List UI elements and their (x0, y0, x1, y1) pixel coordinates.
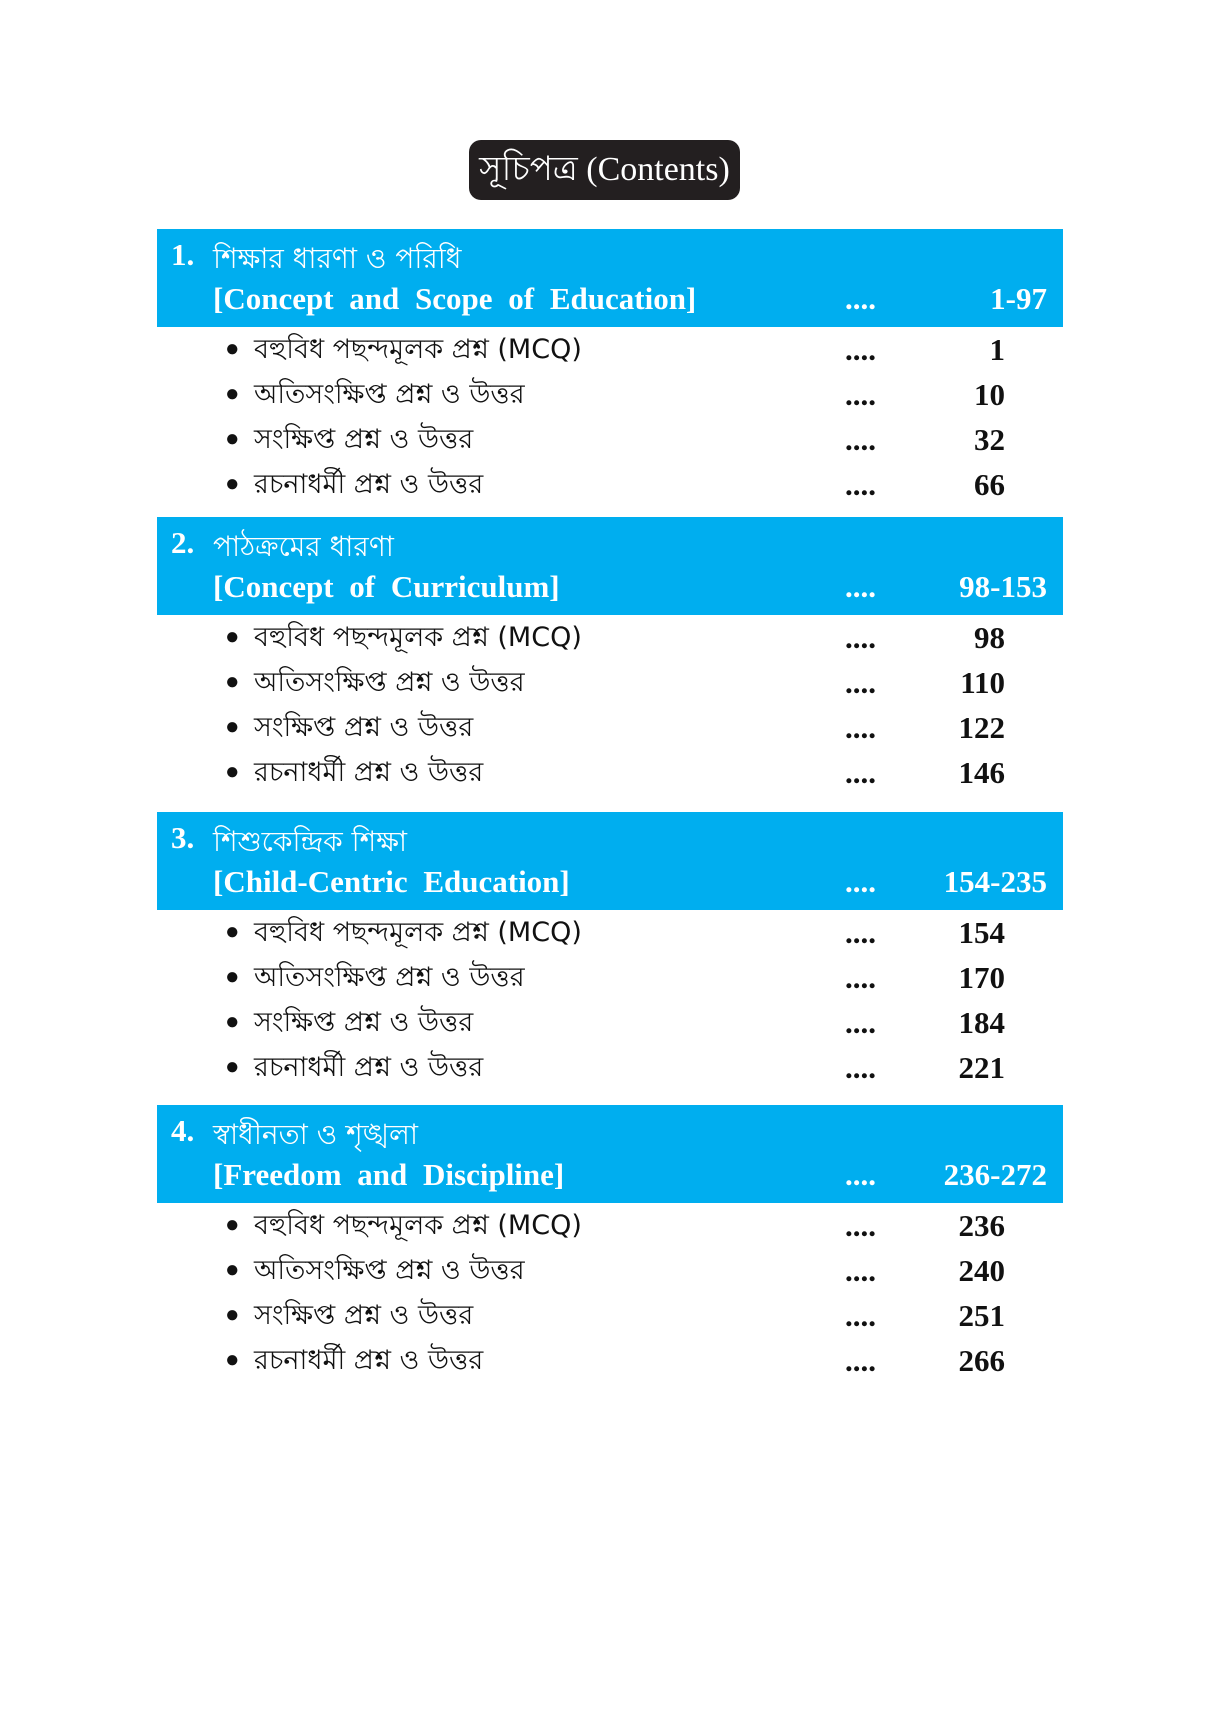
entry-label: রচনাধর্মী প্রশ্ন ও উত্তর (254, 469, 484, 500)
bullet-icon: ● (225, 1009, 240, 1035)
chapter-title-bengali: পাঠক্রমের ধারণা (213, 530, 394, 563)
chapter-header[interactable] (157, 1105, 1063, 1203)
leader-dots: .... (845, 1253, 876, 1288)
chapter-header[interactable] (157, 812, 1063, 910)
entry-label: সংক্ষিপ্ত প্রশ্ন ও উত্তর (254, 712, 474, 743)
toc-section (157, 1105, 1063, 1383)
toc-entry[interactable] (157, 955, 1063, 1000)
toc-section (157, 517, 1063, 795)
bullet-icon: ● (225, 669, 240, 695)
chapter-title-english: [Child-Centric Education] (213, 864, 570, 899)
entry-label: অতিসংক্ষিপ্ত প্রশ্ন ও উত্তর (254, 667, 525, 698)
leader-dots: .... (845, 665, 876, 700)
toc-section (157, 229, 1063, 507)
entry-page: 236 (958, 1208, 1005, 1243)
entry-page: 32 (974, 422, 1005, 457)
entry-page: 110 (960, 665, 1005, 700)
leader-dots: .... (845, 620, 876, 655)
toc-entry[interactable] (157, 615, 1063, 660)
entry-page: 122 (958, 710, 1005, 745)
toc-entry[interactable] (157, 1000, 1063, 1045)
entry-label: অতিসংক্ষিপ্ত প্রশ্ন ও উত্তর (254, 379, 525, 410)
leader-dots: .... (845, 1050, 876, 1085)
chapter-title-english: [Freedom and Discipline] (213, 1157, 565, 1192)
chapter-number: 4. (171, 1113, 195, 1148)
entry-label: বহুবিধ পছন্দমূলক প্রশ্ন (MCQ) (254, 917, 582, 948)
chapter-pages: 154-235 (943, 864, 1047, 899)
bullet-icon: ● (225, 624, 240, 650)
bullet-icon: ● (225, 381, 240, 407)
entry-label: বহুবিধ পছন্দমূলক প্রশ্ন (MCQ) (254, 1210, 582, 1241)
entry-label: অতিসংক্ষিপ্ত প্রশ্ন ও উত্তর (254, 1255, 525, 1286)
entry-label: রচনাধর্মী প্রশ্ন ও উত্তর (254, 1345, 484, 1376)
chapter-number: 2. (171, 525, 195, 560)
bullet-icon: ● (225, 471, 240, 497)
leader-dots: .... (845, 1157, 876, 1192)
leader-dots: .... (845, 864, 876, 899)
entry-page: 251 (958, 1298, 1005, 1333)
entry-page: 66 (974, 467, 1005, 502)
chapter-number: 3. (171, 820, 195, 855)
toc-entry[interactable] (157, 705, 1063, 750)
chapter-title-bengali: শিক্ষার ধারণা ও পরিধি (213, 242, 462, 275)
leader-dots: .... (845, 710, 876, 745)
bullet-icon: ● (225, 714, 240, 740)
chapter-header[interactable] (157, 517, 1063, 615)
entry-page: 146 (958, 755, 1005, 790)
entry-label: সংক্ষিপ্ত প্রশ্ন ও উত্তর (254, 1300, 474, 1331)
chapter-title-english: [Concept and Scope of Education] (213, 281, 697, 316)
chapter-title-bengali: স্বাধীনতা ও শৃঙ্খলা (213, 1118, 419, 1151)
chapter-pages: 236-272 (943, 1157, 1047, 1192)
entry-page: 170 (958, 960, 1005, 995)
entry-page: 10 (974, 377, 1005, 412)
bullet-icon: ● (225, 759, 240, 785)
leader-dots: .... (845, 960, 876, 995)
toc-entry[interactable] (157, 910, 1063, 955)
bullet-icon: ● (225, 1054, 240, 1080)
bullet-icon: ● (225, 1302, 240, 1328)
chapter-header[interactable] (157, 229, 1063, 327)
entry-label: সংক্ষিপ্ত প্রশ্ন ও উত্তর (254, 424, 474, 455)
toc-section (157, 812, 1063, 1090)
leader-dots: .... (845, 755, 876, 790)
toc-entry[interactable] (157, 1045, 1063, 1090)
bullet-icon: ● (225, 964, 240, 990)
leader-dots: .... (845, 422, 876, 457)
leader-dots: .... (845, 377, 876, 412)
entry-page: 266 (958, 1343, 1005, 1378)
toc-entry[interactable] (157, 372, 1063, 417)
toc-entry[interactable] (157, 1338, 1063, 1383)
entry-page: 1 (989, 332, 1005, 367)
entry-page: 98 (974, 620, 1005, 655)
leader-dots: .... (845, 915, 876, 950)
toc-entry[interactable] (157, 417, 1063, 462)
leader-dots: .... (845, 1343, 876, 1378)
entry-page: 184 (958, 1005, 1005, 1040)
toc-entry[interactable] (157, 1203, 1063, 1248)
toc-entry[interactable] (157, 750, 1063, 795)
bullet-icon: ● (225, 1212, 240, 1238)
toc-entry[interactable] (157, 327, 1063, 372)
entry-page: 240 (958, 1253, 1005, 1288)
bullet-icon: ● (225, 426, 240, 452)
bullet-icon: ● (225, 1257, 240, 1283)
page-title: সূচিপত্র (Contents) (469, 140, 740, 200)
toc-entry[interactable] (157, 1248, 1063, 1293)
entry-label: সংক্ষিপ্ত প্রশ্ন ও উত্তর (254, 1007, 474, 1038)
chapter-title-bengali: শিশুকেন্দ্রিক শিক্ষা (213, 825, 408, 858)
entry-label: বহুবিধ পছন্দমূলক প্রশ্ন (MCQ) (254, 334, 582, 365)
leader-dots: .... (845, 1208, 876, 1243)
entry-label: অতিসংক্ষিপ্ত প্রশ্ন ও উত্তর (254, 962, 525, 993)
entry-label: রচনাধর্মী প্রশ্ন ও উত্তর (254, 1052, 484, 1083)
bullet-icon: ● (225, 336, 240, 362)
leader-dots: .... (845, 332, 876, 367)
chapter-pages: 1-97 (990, 281, 1047, 316)
bullet-icon: ● (225, 1347, 240, 1373)
chapter-number: 1. (171, 237, 195, 272)
entry-label: রচনাধর্মী প্রশ্ন ও উত্তর (254, 757, 484, 788)
leader-dots: .... (845, 569, 876, 604)
chapter-title-english: [Concept of Curriculum] (213, 569, 560, 604)
toc-entry[interactable] (157, 1293, 1063, 1338)
entry-label: বহুবিধ পছন্দমূলক প্রশ্ন (MCQ) (254, 622, 582, 653)
leader-dots: .... (845, 1298, 876, 1333)
entry-page: 221 (958, 1050, 1005, 1085)
leader-dots: .... (845, 1005, 876, 1040)
entry-page: 154 (958, 915, 1005, 950)
toc-entry[interactable] (157, 660, 1063, 705)
leader-dots: .... (845, 467, 876, 502)
chapter-pages: 98-153 (959, 569, 1047, 604)
bullet-icon: ● (225, 919, 240, 945)
leader-dots: .... (845, 281, 876, 316)
toc-entry[interactable] (157, 462, 1063, 507)
